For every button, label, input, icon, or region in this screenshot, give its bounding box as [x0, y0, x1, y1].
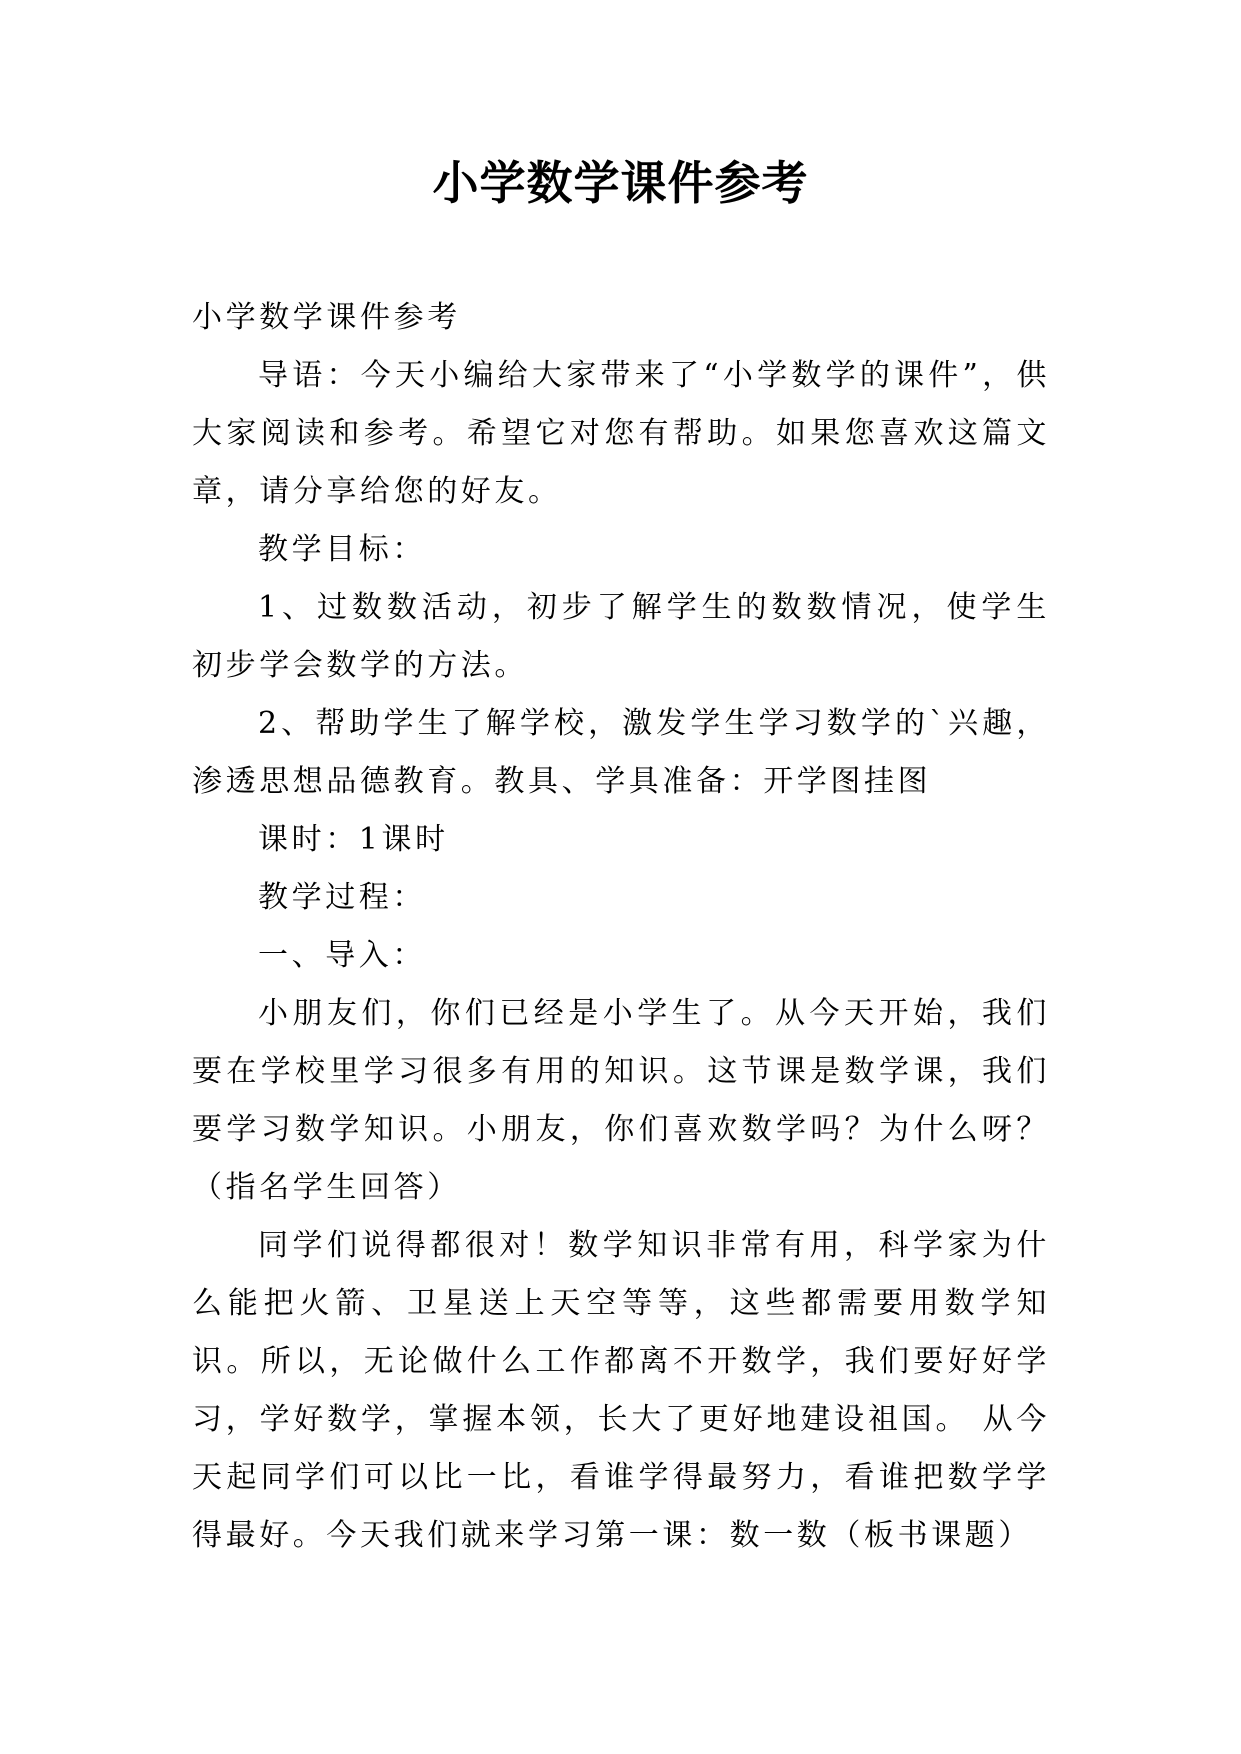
objective-1-paragraph: 1、过数数活动，初步了解学生的数数情况，使学生初步学会数学的方法。 — [192, 590, 1050, 683]
section-one-heading: 一、导入： — [258, 938, 426, 973]
intro-paragraph: 导语：今天小编给大家带来了“小学数学的课件”，供大家阅读和参考。希望它对您有帮助。如果您喜欢这篇文章，请分享给您的好友。 — [192, 358, 1050, 509]
objective-2-paragraph: 2、帮助学生了解学校，激发学生学习数学的`兴趣，渗透思想品德教育。教具、学具准备：开学图挂图 — [192, 706, 1050, 799]
process-heading: 教学过程： — [258, 880, 426, 915]
document-body — [192, 289, 1050, 1565]
class-hours-line: 课时：1课时 — [258, 822, 449, 857]
document-title: 小学数学课件参考 — [432, 156, 809, 210]
subtitle-line: 小学数学课件参考 — [192, 300, 461, 335]
objectives-heading: 教学目标： — [258, 532, 426, 567]
closing-paragraph: 同学们说得都很对！数学知识非常有用，科学家为什么能把火箭、卫星送上天空等等，这些都需要用数学知识。所以，无论做什么工作都离不开数学，我们要好好学习，学好数学，掌握本领，长大了更好地建设祖国。 从今天起同学们可以比一比，看谁学得最努力，看谁把数学学得最好。今天我们就来学习第一课：数一数（板书课题） — [192, 1228, 1050, 1553]
intro-speech-paragraph: 小朋友们，你们已经是小学生了。从今天开始，我们要在学校里学习很多有用的知识。这节课是数学课，我们要学习数学知识。小朋友，你们喜欢数学吗？为什么呀？（指名学生回答） — [192, 996, 1050, 1205]
